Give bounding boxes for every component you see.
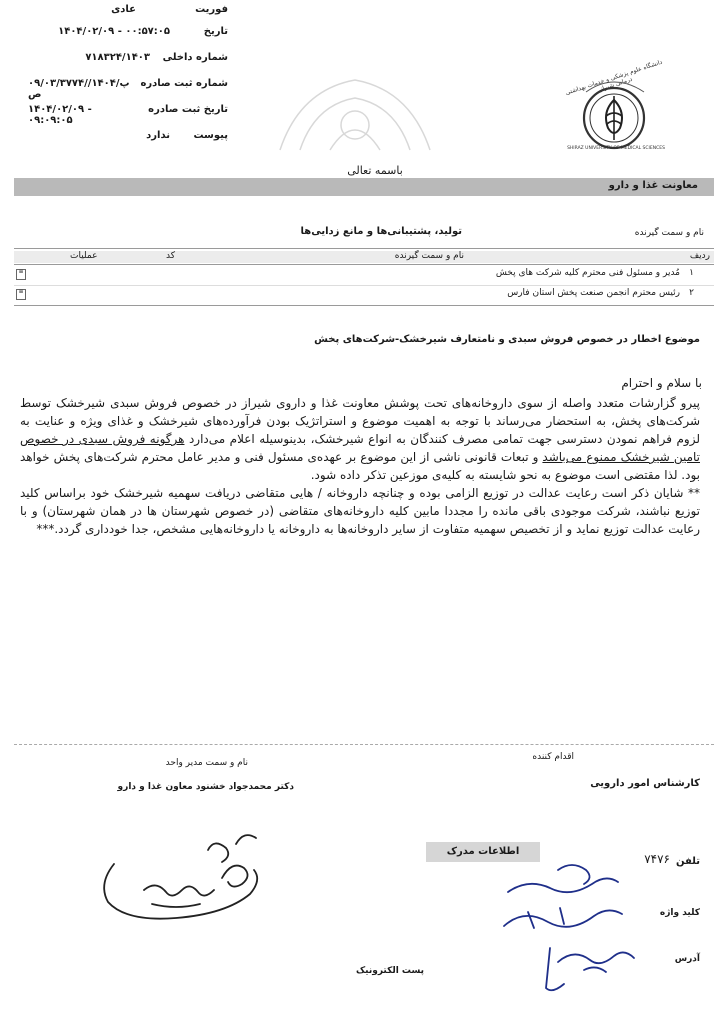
doc-icon[interactable]: ≡ bbox=[16, 289, 26, 300]
footer-separator bbox=[14, 744, 714, 745]
phone-label: تلفن bbox=[675, 856, 700, 867]
recipient-value: تولید، پشتیبانی‌ها و مانع زدایی‌ها bbox=[300, 226, 462, 237]
field-outgoing-number: شماره ثبت صادره ۰۹/۰۳/۳۷۷۴/پ/۱۴۰۴/ص bbox=[28, 78, 228, 100]
recipients-table bbox=[14, 248, 714, 306]
department-band bbox=[14, 178, 714, 196]
th-ops: عملیات bbox=[70, 251, 98, 261]
field-outgoing-date: تاریخ ثبت صادره ۱۴۰۴/۰۲/۰۹ - ۰۹:۰۹:۰۵ bbox=[28, 104, 228, 126]
manager-label: نام و سمت مدیر واحد bbox=[165, 758, 248, 768]
doc-icon[interactable]: ≡ bbox=[16, 269, 26, 280]
clerk-title: کارشناس امور دارویی bbox=[590, 778, 700, 789]
manager-name: دکتر محمدجواد خشنود معاون غذا و دارو bbox=[117, 782, 294, 792]
logo-subtext: SHIRAZ UNIVERSITY OF MEDICAL SCIENCES bbox=[567, 146, 665, 151]
email-label: پست الکترونیک bbox=[355, 966, 424, 976]
letter-body bbox=[20, 394, 700, 538]
th-code: کد bbox=[166, 251, 176, 261]
manager-signature-icon bbox=[86, 820, 276, 930]
th-row: ردیف bbox=[689, 251, 710, 261]
th-name: نام و سمت گیرنده bbox=[394, 251, 464, 261]
field-internal-number: شماره داخلی ۷۱۸۳۲۴/۱۴۰۳ bbox=[85, 52, 228, 63]
keyword-label: کلید واژه bbox=[659, 908, 700, 918]
phone-value: ۷۴۷۶ bbox=[644, 852, 670, 866]
field-attachment: پیوست ندارد bbox=[146, 130, 228, 141]
invocation: باسمه تعالی bbox=[347, 164, 403, 177]
handwritten-note-icon bbox=[488, 852, 648, 1002]
paragraph-2: ** شایان ذکر است رعایت عدالت در توزیع الزامی بوده و چنانچه داروخانه / هایی متقاضی دریافت سهمیه شیرخشک خود براساس کلید توزیع نباشند، شرکت موجودی باقی مانده را مجددا مابین کلیه داروخانه‌های متقاضی (در خصوص شهرستان ها در همان شهرستان) و با رعایت عدالت توزیع نماید و از تخصیص سهمیه متفاوت از سایر داروخانه‌ها به داروخانه یا داروخانه‌هایی مشخص، جدا خودداری گردد.*** bbox=[20, 486, 700, 536]
table-row: ۱ مُدیر و مسئول فنی محترم کلیه شرکت های پخش ≡ bbox=[14, 266, 714, 284]
address-label: آدرس bbox=[674, 954, 700, 964]
greeting: با سلام و احترام bbox=[621, 376, 702, 390]
recipient-label: نام و سمت گیرنده bbox=[634, 228, 704, 238]
field-urgency: فوریت عادی bbox=[111, 4, 228, 15]
logo-text: دانشگاه علوم پزشکی و خدمات بهداشتی درمانی شیراز bbox=[564, 58, 664, 97]
ornament-watermark bbox=[270, 70, 440, 155]
subject: موضوع اخطار در خصوص فروش سبدی و نامتعارف شیرخشک-شرکت‌های پخش bbox=[314, 334, 700, 345]
doc-info-button[interactable]: اطلاعات مدرک bbox=[426, 842, 540, 862]
department-title: معاونت غذا و دارو bbox=[608, 180, 698, 191]
table-row: ۲ رئیس محترم انجمن صنعت پخش استان فارس ≡ bbox=[14, 286, 714, 304]
field-date: تاریخ ۱۴۰۴/۰۲/۰۹ - ۰۰:۵۷:۰۵ bbox=[58, 26, 228, 37]
paragraph-1: پیرو گزارشات متعدد واصله از سوی داروخانه‌های تحت پوشش معاونت غذا و داروی شیراز در خصوص فروش سبدی شیرخشک توسط شرکت‌های پخش، به استحضار می‌رساند با توجه به اهمیت موضوع و استراتژیک بودن فرآورده‌های شیرخشک و غذای ویژه و عنایت به لزوم فراهم نمودن دسترسی جهت تمامی مصرف کنندگان به انواع شیرخشک، بدینوسیله اعلام می‌دارد هرگونه فروش سبدی در خصوص تامین شیرخشک ممنوع می‌باشد و تبعات قانونی ناشی از این موضوع بر عهده‌ی مسئول فنی و مدیر عامل محترم شرکت‌های پخش خواهد بود. لذا مقتضی است موضوع به نحو شایسته به کلیه‌ی موزعین تذکر داده شود. bbox=[20, 396, 700, 482]
header-fields bbox=[28, 4, 228, 152]
action-label: اقدام کننده bbox=[532, 752, 574, 762]
